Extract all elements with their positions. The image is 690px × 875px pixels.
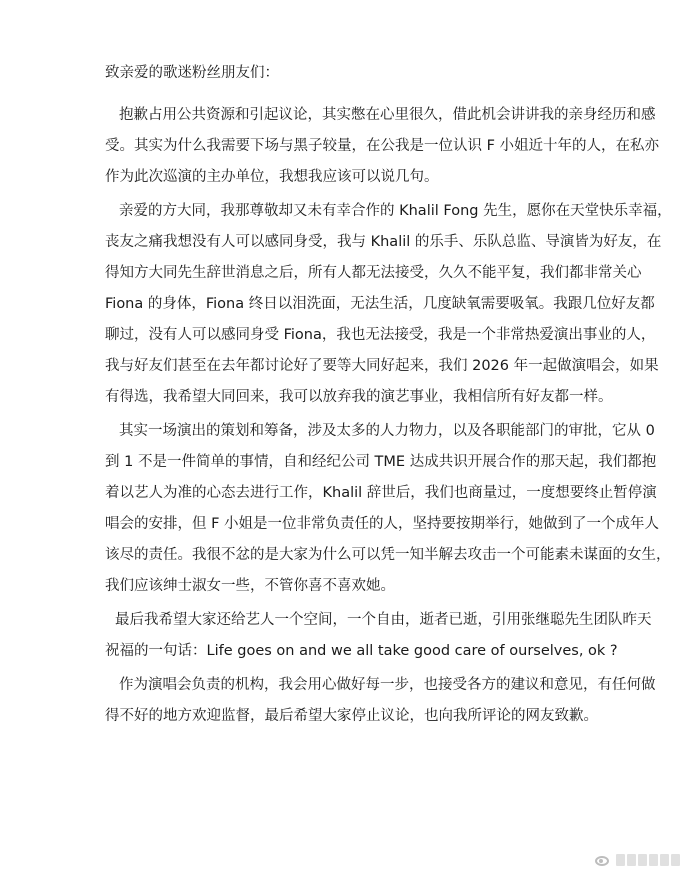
paragraph-line: 有得选，我希望大同回来，我可以放弃我的演艺事业，我相信所有好友都一样。 [105, 389, 613, 405]
paragraph-line: 丧友之痛我想没有人可以感同身受，我与 Khalil 的乐手、乐队总监、导演皆为好友，在 [105, 234, 662, 250]
watermark-redaction-block [638, 854, 647, 866]
paragraph-line: 作为演唱会负责的机构，我会用心做好每一步，也接受各方的建议和意见，有任何做 [119, 677, 656, 693]
paragraph-line: 到 1 不是一件简单的事情，自和经纪公司 TME 达成共识开展合作的那天起，我们都抱 [105, 454, 657, 470]
paragraph-1 [105, 100, 675, 193]
paragraph-line: 我与好友们甚至在去年都讨论好了要等大同好起来，我们 2026 年一起做演唱会，如果 [105, 358, 659, 374]
watermark-redaction-block [660, 854, 669, 866]
letter-document [105, 63, 675, 732]
paragraph-4 [105, 605, 675, 667]
watermark-redaction-block [616, 854, 625, 866]
paragraph-line: 祝福的一句话：Life goes on and we all take good care of ourselves, ok ? [105, 643, 618, 659]
watermark-redaction-block [649, 854, 658, 866]
paragraph-line: 聊过，没有人可以感同身受 Fiona，我也无法接受，我是一个非常热爱演出事业的人， [105, 327, 656, 343]
paragraph-line: 最后我希望大家还给艺人一个空间，一个自由，逝者已逝，引用张继聪先生团队昨天 [115, 612, 652, 628]
paragraph-line: 得知方大同先生辞世消息之后，所有人都无法接受，久久不能平复，我们都非常关心 [105, 265, 642, 281]
watermark-redaction-block [627, 854, 636, 866]
paragraph-line: 得不好的地方欢迎监督，最后希望大家停止议论，也向我所评论的网友致歉。 [105, 708, 598, 724]
paragraph-line: Fiona 的身体，Fiona 终日以泪洗面，无法生活，几度缺氧需要吸氧。我跟几位好友都 [105, 296, 655, 312]
paragraph-line: 其实一场演出的策划和筹备，涉及太多的人力物力，以及各职能部门的审批，它从 0 [119, 423, 655, 439]
paragraph-line: 着以艺人为准的心态去进行工作，Khalil 辞世后，我们也商量过，一度想要终止暂停演 [105, 485, 657, 501]
paragraph-line: 唱会的安排，但 F 小姐是一位非常负责任的人，坚持要按期举行，她做到了一个成年人 [105, 516, 660, 532]
paragraph-5 [105, 670, 675, 732]
weibo-logo-icon [594, 853, 612, 867]
watermark-redaction-block [671, 854, 680, 866]
paragraph-line: 抱歉占用公共资源和引起议论，其实憋在心里很久，借此机会讲讲我的亲身经历和感 [119, 107, 656, 123]
paragraph-line: 该尽的责任。我很不忿的是大家为什么可以凭一知半解去攻击一个可能素未谋面的女生， [105, 547, 671, 563]
paragraph-2 [105, 196, 675, 413]
paragraph-line: 作为此次巡演的主办单位，我想我应该可以说几句。 [105, 169, 439, 185]
paragraph-3 [105, 416, 675, 602]
paragraph-line: 受。其实为什么我需要下场与黑子较量，在公我是一位认识 F 小姐近十年的人，在私亦 [105, 138, 660, 154]
watermark-redacted-handle [616, 854, 680, 866]
paragraph-line: 我们应该绅士淑女一些，不管你喜不喜欢她。 [105, 578, 395, 594]
paragraph-line: 亲爱的方大同，我那尊敬却又未有幸合作的 Khalil Fong 先生，愿你在天堂快乐幸福， [119, 203, 672, 219]
letter-greeting: 致亲爱的歌迷粉丝朋友们： [105, 65, 279, 81]
weibo-watermark [594, 853, 680, 867]
